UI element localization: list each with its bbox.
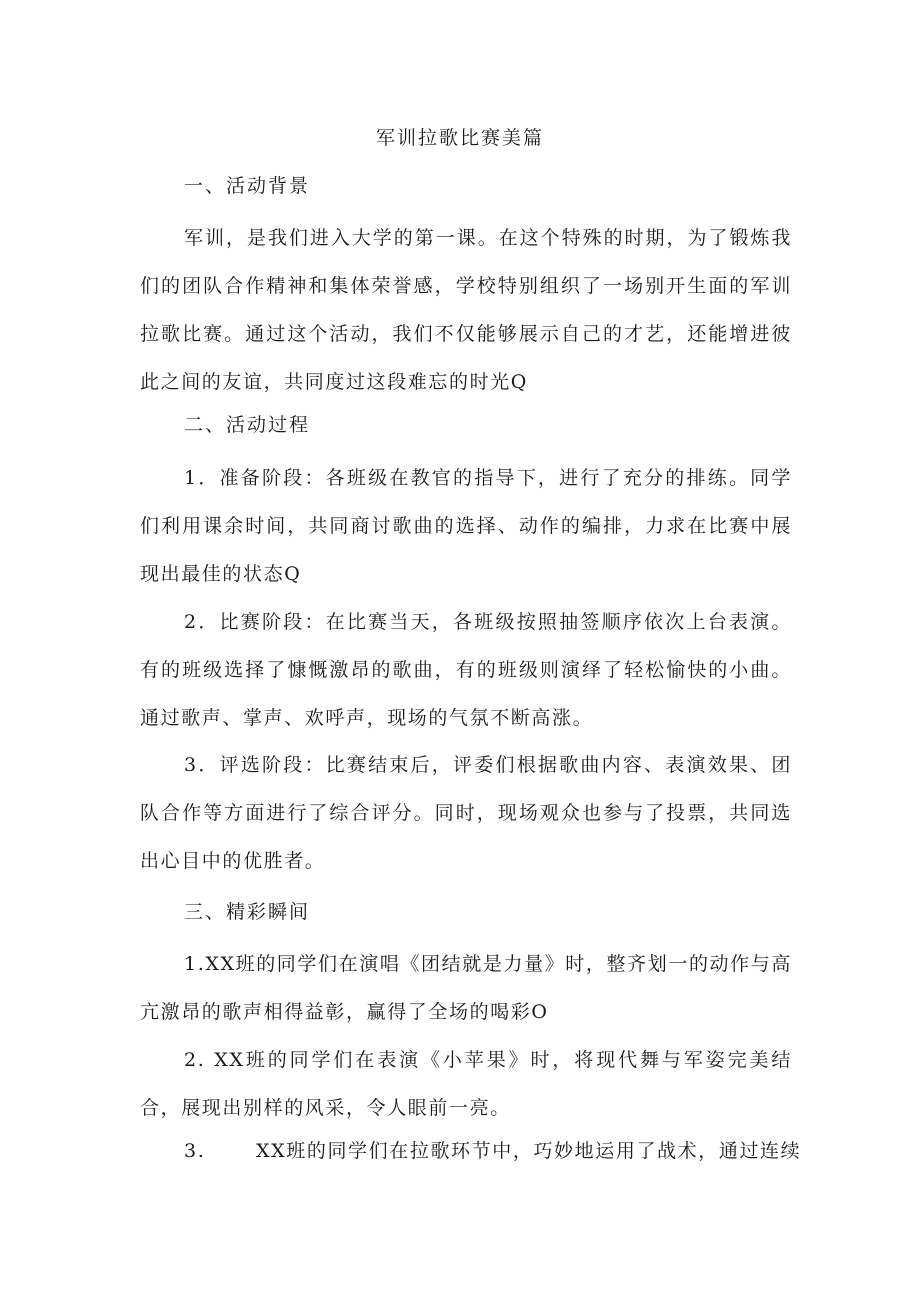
section-heading-highlights: 三、精彩瞬间 [184,901,311,923]
highlight-item-3 [184,1137,801,1165]
process-item-competition: 2．比赛阶段：在比赛当天，各班级按照抽签顺序依次上台表演。有的班级选择了慷慨激昂的歌曲，有的班级则演绎了轻松愉快的小曲。通过歌声、掌声、欢呼声，现场的气氛不断高涨。 [140,611,792,729]
highlight-item-3-number: 3. [184,1140,206,1162]
background-paragraph: 军训，是我们进入大学的第一课。在这个特殊的时期，为了锻炼我们的团队合作精神和集体荣誉感，学校特别组织了一场别开生面的军训拉歌比赛。通过这个活动，我们不仅能够展示自己的才艺，还能增进彼此之间的友谊，共同度过这段难忘的时光Q [140,227,792,393]
process-item-judging: 3．评选阶段：比赛结束后，评委们根据歌曲内容、表演效果、团队合作等方面进行了综合评分。同时，现场观众也参与了投票，共同选出心目中的优胜者。 [140,754,792,872]
highlight-item-1: 1.XX班的同学们在演唱《团结就是力量》时，整齐划一的动作与高亢激昂的歌声相得益彰，赢得了全场的喝彩O [140,953,792,1023]
process-item-preparation: 1．准备阶段：各班级在教官的指导下，进行了充分的排练。同学们利用课余时间，共同商讨歌曲的选择、动作的编排，力求在比赛中展现出最佳的状态Q [140,467,792,585]
section-heading-process: 二、活动过程 [184,414,311,436]
section-heading-background: 一、活动背景 [184,175,311,197]
document-title: 军训拉歌比赛美篇 [375,127,544,149]
highlight-item-2: 2. XX班的同学们在表演《小苹果》时，将现代舞与军姿完美结合，展现出别样的风采，令人眼前一亮。 [140,1049,792,1119]
highlight-item-3-text: XX班的同学们在拉歌环节中，巧妙地运用了战术，通过连续 [256,1140,802,1162]
